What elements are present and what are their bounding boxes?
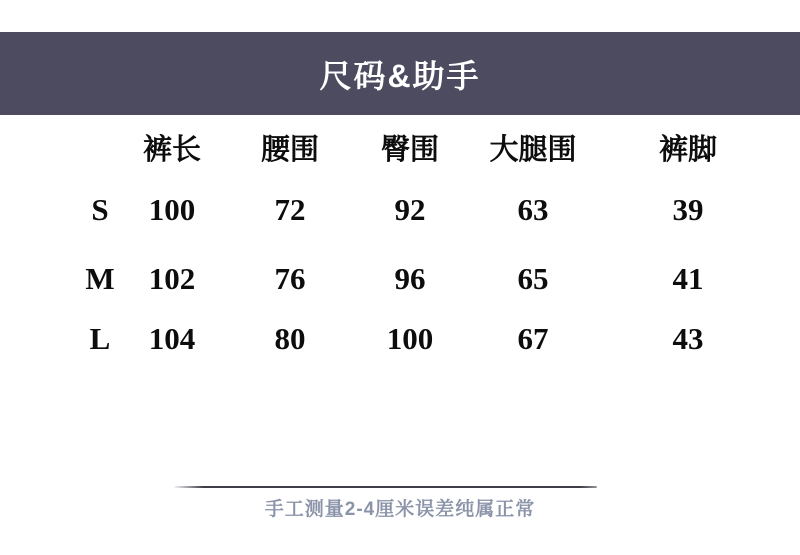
cell-value: 92	[394, 192, 426, 227]
table-row	[0, 322, 800, 356]
cell-value: 100	[386, 321, 434, 356]
column-header-pant-length: 裤长	[142, 134, 201, 166]
cell-value: 102	[148, 261, 196, 296]
cell-value: 41	[672, 261, 704, 296]
column-header-waist: 腰围	[260, 134, 319, 166]
size-label: L	[89, 321, 111, 356]
cell-value: 65	[517, 261, 549, 296]
page-title: 尺码&助手	[319, 57, 481, 94]
size-label: S	[91, 192, 109, 227]
measurement-note: 手工测量2-4厘米误差纯属正常	[264, 499, 536, 520]
footer-divider-line	[174, 486, 597, 488]
cell-value: 100	[148, 192, 196, 227]
size-label: M	[85, 261, 115, 296]
cell-value: 43	[672, 321, 704, 356]
table-row	[0, 262, 800, 296]
cell-value: 76	[274, 261, 306, 296]
column-header-leg-opening: 裤脚	[658, 134, 717, 166]
cell-value: 63	[517, 192, 549, 227]
cell-value: 80	[274, 321, 306, 356]
cell-value: 39	[672, 192, 704, 227]
header-band	[0, 32, 800, 115]
column-header-hip: 臀围	[380, 134, 439, 166]
column-header-thigh: 大腿围	[489, 134, 577, 166]
table-row	[0, 193, 800, 227]
cell-value: 104	[148, 321, 196, 356]
column-header-size	[70, 133, 130, 167]
cell-value: 72	[274, 192, 306, 227]
cell-value: 67	[517, 321, 549, 356]
cell-value: 96	[394, 261, 426, 296]
table-header-row	[0, 133, 800, 167]
